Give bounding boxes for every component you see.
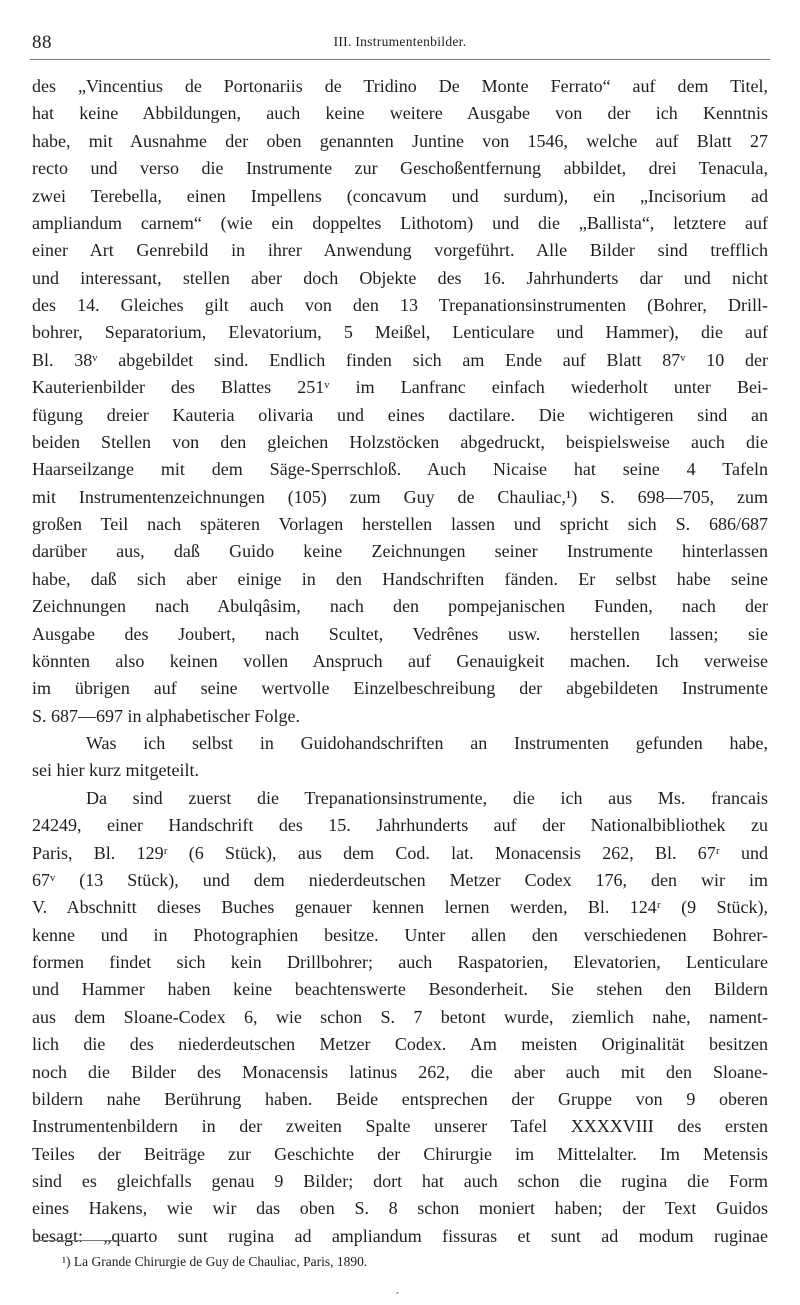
text-line: des „Vincentius de Portonariis de Tridino De Monte Ferrato“ auf dem Titel, xyxy=(32,76,768,96)
running-head: III. Instrumentenbilder. xyxy=(333,34,467,49)
text-line: Ausgabe des Joubert, nach Scultet, Vedrênes usw. herstellen lassen; sie xyxy=(32,623,768,644)
text-line: hat keine Abbildungen, auch keine weitere Ausgabe von der ich Kenntnis xyxy=(32,103,768,124)
footnote-rule xyxy=(34,1240,124,1241)
text-line: Zeichnungen nach Abulqâsim, nach den pompejanischen Funden, nach der xyxy=(32,596,768,617)
text-line: ampliandum carnem“ (wie ein doppeltes Lithotom) und die „Ballista“, letztere auf xyxy=(32,212,768,233)
text-line: formen findet sich kein Drillbohrer; auch Raspatorien, Elevatorien, Lenticulare xyxy=(32,952,768,972)
text-line: darüber aus, daß Guido keine Zeichnungen seiner Instrumente hinterlassen xyxy=(32,541,768,562)
text-line: und Hammer haben keine beachtenswerte Besonderheit. Sie stehen den Bildern xyxy=(32,979,768,1000)
text-line: Instrumentenbildern in der zweiten Spalte unserer Tafel XXXXVIII des ersten xyxy=(32,1116,768,1137)
text-line: Bl. 38ᵛ abgebildet sind. Endlich finden sich am Ende auf Blatt 87ᵛ 10 der xyxy=(32,349,768,370)
footnote: ¹) La Grande Chirurgie de Guy de Chauliac, Paris, 1890. xyxy=(62,1254,368,1269)
text-line: recto und verso die Instrumente zur Geschoßentfernung abbildet, drei Tenacula, xyxy=(32,158,768,179)
text-line: Kauterienbilder des Blattes 251ᵛ im Lanfranc einfach wiederholt unter Bei- xyxy=(32,377,768,398)
text-line: noch die Bilder des Monacensis latinus 262, die aber auch mit den Sloane- xyxy=(32,1061,768,1082)
text-line: habe, daß sich aber einige in den Handschriften fänden. Er selbst habe seine xyxy=(32,568,768,589)
page-number: 88 xyxy=(32,32,52,53)
text-line: 67ᵛ (13 Stück), und dem niederdeutschen Metzer Codex 176, den wir im xyxy=(32,869,768,890)
text-line: und interessant, stellen aber doch Objekte des 16. Jahrhunderts dar und nicht xyxy=(32,267,768,288)
text-line: des 14. Gleiches gilt auch von den 13 Trepanationsinstrumenten (Bohrer, Drill- xyxy=(32,295,768,315)
text-line: Haarseilzange mit dem Säge-Sperrschloß. Auch Nicaise hat seine 4 Tafeln xyxy=(32,459,768,480)
text-line: großen Teil nach späteren Vorlagen herstellen lassen und spricht sich S. 686/687 xyxy=(32,514,768,534)
text-line: beiden Stellen von den gleichen Holzstöcken abgedruckt, beispielsweise auch die xyxy=(32,431,768,452)
text-line: Was ich selbst in Guidohandschriften an Instrumenten gefunden habe, xyxy=(86,733,768,753)
text-line: eines Hakens, wie wir das oben S. 8 schon moniert haben; der Text Guidos xyxy=(32,1198,768,1219)
text-line: sei hier kurz mitgeteilt. xyxy=(32,760,199,781)
text-line: S. 687—697 in alphabetischer Folge. xyxy=(32,705,300,726)
text-line: mit Instrumentenzeichnungen (105) zum Guy de Chauliac,¹) S. 698—705, zum xyxy=(32,486,768,507)
page-header xyxy=(30,30,770,54)
text-line: V. Abschnitt dieses Buches genauer kennen lernen werden, Bl. 124ʳ (9 Stück), xyxy=(32,897,768,918)
text-line: fügung dreier Kauteria olivaria und eines dactilare. Die wichtigeren sind an xyxy=(32,404,768,425)
text-line: besagt: „quarto sunt rugina ad ampliandum fissuras et sunt ad modum ruginae xyxy=(32,1225,768,1246)
text-line: Da sind zuerst die Trepanationsinstrumente, die ich aus Ms. francais xyxy=(86,787,768,808)
text-line: habe, mit Ausnahme der oben genannten Juntine von 1546, welche auf Blatt 27 xyxy=(32,130,768,151)
text-line: aus dem Sloane-Codex 6, wie schon S. 7 betont wurde, ziemlich nahe, nament- xyxy=(32,1006,768,1027)
text-line: bohrer, Separatorium, Elevatorium, 5 Meißel, Lenticulare und Hammer), die auf xyxy=(32,322,768,343)
text-line: könnten also keinen vollen Anspruch auf Genauigkeit machen. Ich verweise xyxy=(32,650,768,671)
text-line: sind es gleichfalls genau 9 Bilder; dort hat auch schon die rugina die Form xyxy=(32,1171,768,1191)
text-line: im übrigen auf seine wertvolle Einzelbeschreibung der abgebildeten Instrumente xyxy=(32,678,768,699)
text-line: Paris, Bl. 129ʳ (6 Stück), aus dem Cod. lat. Monacensis 262, Bl. 67ʳ und xyxy=(32,842,768,863)
text-line: einer Art Genrebild in ihrer Anwendung vorgeführt. Alle Bilder sind trefflich xyxy=(32,240,768,261)
text-line: 24249, einer Handschrift des 15. Jahrhunderts auf der Nationalbibliothek zu xyxy=(32,815,768,836)
page-mark: • xyxy=(396,1289,399,1298)
header-rule xyxy=(30,59,770,60)
text-line: zwei Terebella, einen Impellens (concavum und surdum), ein „Incisorium ad xyxy=(32,185,768,206)
text-line: lich die des niederdeutschen Metzer Codex. Am meisten Originalität besitzen xyxy=(32,1034,768,1055)
text-line: Teiles der Beiträge zur Geschichte der Chirurgie im Mittelalter. Im Metensis xyxy=(32,1143,768,1164)
text-line: bildern nahe Berührung haben. Beide entsprechen der Gruppe von 9 oberen xyxy=(32,1088,768,1109)
text-line: kenne und in Photographien besitze. Unter allen den verschiedenen Bohrer- xyxy=(32,924,768,945)
body-text xyxy=(32,73,768,1250)
